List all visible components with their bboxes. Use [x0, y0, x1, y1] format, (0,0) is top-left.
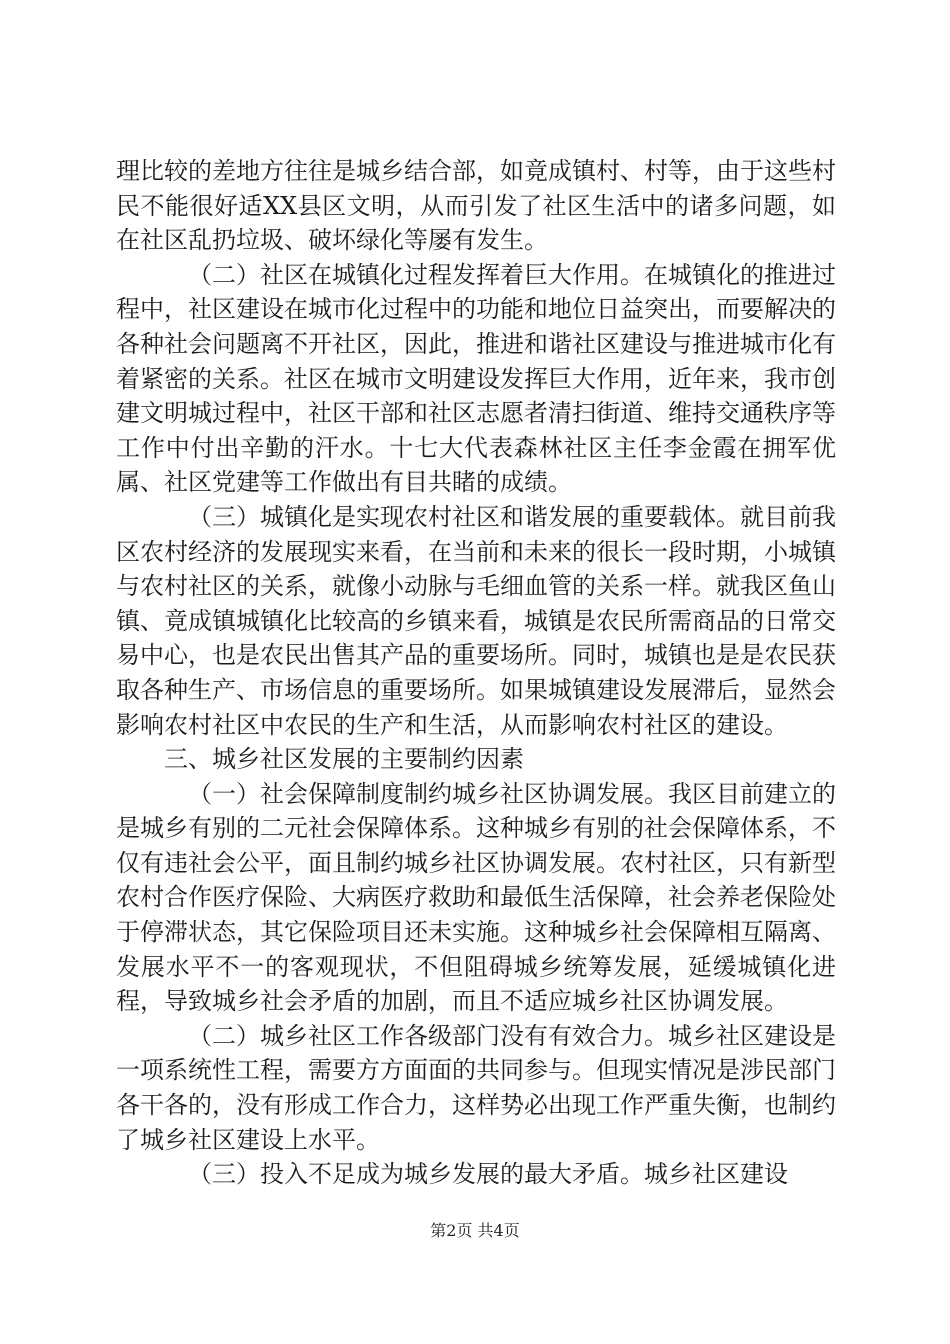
paragraph-2: （二）社区在城镇化过程发挥着巨大作用。在城镇化的推进过程中，社区建设在城市化过程中的功能和地位日益突出，而要解决的各种社会问题离不开社区，因此，推进和谐社区建设与推进城市化有着紧密的关系。社区在城市文明建设发挥巨大作用，近年来，我市创建文明城过程中，社区干部和社区志愿者清扫街道、维持交通秩序等工作中付出辛勤的汗水。十七大代表森林社区主任李金霞在拥军优属、社区党建等工作做出有目共睹的成绩。: [116, 260, 836, 497]
document-body: [116, 154, 836, 1192]
page-number-footer: 第2页 共4页: [430, 1221, 520, 1240]
paragraph-1: 理比较的差地方往往是城乡结合部，如竟成镇村、村等，由于这些村民不能很好适XX县区文明，从而引发了社区生活中的诸多问题，如在社区乱扔垃圾、破坏绿化等屡有发生。: [116, 157, 836, 255]
paragraph-6: （三）投入不足成为城乡发展的最大矛盾。城乡社区建设: [188, 1160, 788, 1189]
section-heading-3: 三、城乡社区发展的主要制约因素: [164, 745, 524, 774]
paragraph-5: （二）城乡社区工作各级部门没有有效合力。城乡社区建设是一项系统性工程，需要方方面面的共同参与。但现实情况是涉民部门各干各的，没有形成工作合力，这样势必出现工作严重失衡，也制约了城乡社区建设上水平。: [116, 1021, 836, 1154]
paragraph-3: （三）城镇化是实现农村社区和谐发展的重要载体。就目前我区农村经济的发展现实来看，在当前和未来的很长一段时期，小城镇与农村社区的关系，就像小动脉与毛细血管的关系一样。就我区鱼山镇、竟成镇城镇化比较高的乡镇来看，城镇是农民所需商品的日常交易中心，也是农民出售其产品的重要场所。同时，城镇也是是农民获取各种生产、市场信息的重要场所。如果城镇建设发展滞后，显然会影响农村社区中农民的生产和生活，从而影响农村社区的建设。: [116, 502, 836, 739]
paragraph-4: （一）社会保障制度制约城乡社区协调发展。我区目前建立的是城乡有别的二元社会保障体系。这种城乡有别的社会保障体系，不仅有违社会公平，面且制约城乡社区协调发展。农村社区，只有新型农村合作医疗保险、大病医疗救助和最低生活保障，社会养老保险处于停滞状态，其它保险项目还未实施。这种城乡社会保障相互隔离、发展水平不一的客观现状，不但阻碍城乡统筹发展，延缓城镇化进程，导致城乡社会矛盾的加剧，而且不适应城乡社区协调发展。: [116, 779, 836, 1016]
